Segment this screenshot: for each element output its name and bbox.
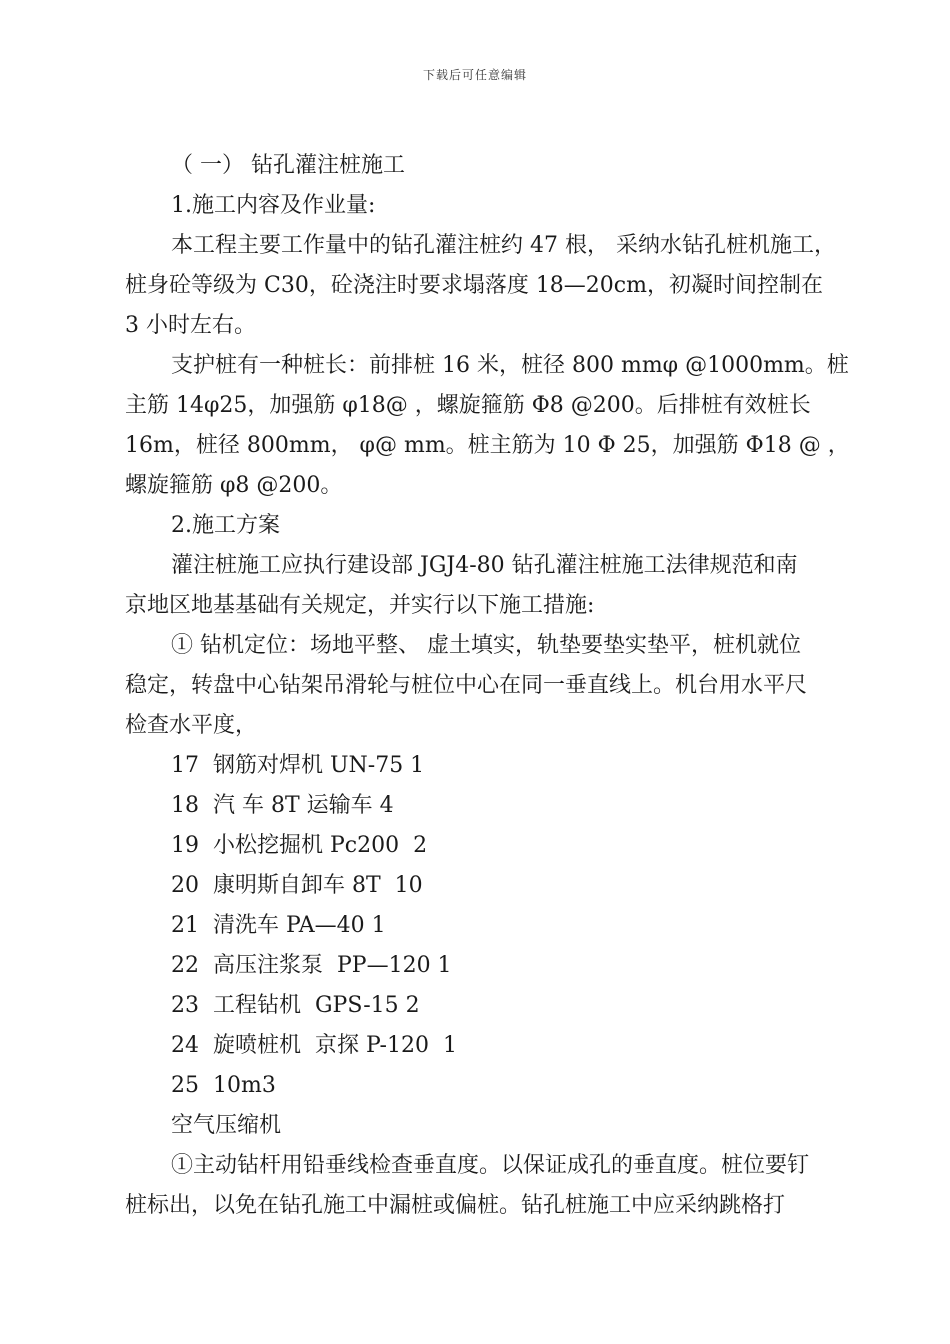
paragraph-line: 螺旋箍筋 φ8 @200。 bbox=[125, 473, 343, 498]
equipment-list-item: 19 小松挖掘机 Pc200 2 bbox=[171, 833, 428, 858]
equipment-list-item: 24 旋喷桩机 京探 P-120 1 bbox=[171, 1033, 457, 1058]
equipment-list-item: 20 康明斯自卸车 8T 10 bbox=[171, 873, 423, 898]
paragraph-line: 主筋 14φ25，加强筋 φ18@ ，螺旋箍筋 Φ8 @200。后排桩有效桩长 bbox=[125, 393, 811, 418]
paragraph-line: ①主动钻杆用铅垂线检查垂直度。以保证成孔的垂直度。桩位要钉 bbox=[171, 1153, 810, 1178]
document-body bbox=[125, 146, 850, 1226]
paragraph-line: 支护桩有一种桩长：前排桩 16 米，桩径 800 mmφ @1000mm。桩 bbox=[171, 353, 849, 378]
equipment-list-item: 21 清洗车 PA—40 1 bbox=[171, 913, 386, 938]
section-heading: （ 一） 钻孔灌注桩施工 bbox=[171, 153, 405, 178]
equipment-list-item: 18 汽 车 8T 运输车 4 bbox=[171, 793, 394, 818]
paragraph-line: 3 小时左右。 bbox=[125, 313, 256, 338]
paragraph-line: 本工程主要工作量中的钻孔灌注桩约 47 根， 采纳水钻孔桩机施工， bbox=[171, 233, 836, 258]
equipment-list-item: 22 高压注浆泵 PP—120 1 bbox=[171, 953, 452, 978]
equipment-list-item: 17 钢筋对焊机 UN-75 1 bbox=[171, 753, 425, 778]
paragraph-line: 桩身砼等级为 C30，砼浇注时要求塌落度 18—20cm，初凝时间控制在 bbox=[125, 273, 823, 298]
subsection-heading: 1.施工内容及作业量: bbox=[171, 193, 376, 218]
paragraph-line: 桩标出，以免在钻孔施工中漏桩或偏桩。钻孔桩施工中应采纳跳格打 bbox=[125, 1193, 786, 1218]
page-header: 下载后可任意编辑 bbox=[422, 68, 527, 82]
paragraph-line: 灌注桩施工应执行建设部 JGJ4-80 钻孔灌注桩施工法律规范和南 bbox=[171, 553, 798, 578]
paragraph-line: 京地区地基基础有关规定，并实行以下施工措施: bbox=[125, 593, 595, 618]
equipment-list-item: 25 10m3 bbox=[171, 1073, 276, 1098]
paragraph-line: 稳定，转盘中心钻架吊滑轮与桩位中心在同一垂直线上。机台用水平尺 bbox=[125, 673, 808, 698]
paragraph-line: 16m，桩径 800mm， φ@ mm。桩主筋为 10 Φ 25，加强筋 Φ18 @ ， bbox=[125, 433, 850, 458]
subsection-heading: 2.施工方案 bbox=[171, 513, 280, 538]
paragraph-line: 检查水平度， bbox=[125, 713, 258, 738]
equipment-list-item: 空气压缩机 bbox=[171, 1113, 282, 1138]
equipment-list-item: 23 工程钻机 GPS-15 2 bbox=[171, 993, 420, 1018]
paragraph-line: ① 钻机定位：场地平整、 虚土填实，轨垫要垫实垫平，桩机就位 bbox=[171, 633, 801, 658]
